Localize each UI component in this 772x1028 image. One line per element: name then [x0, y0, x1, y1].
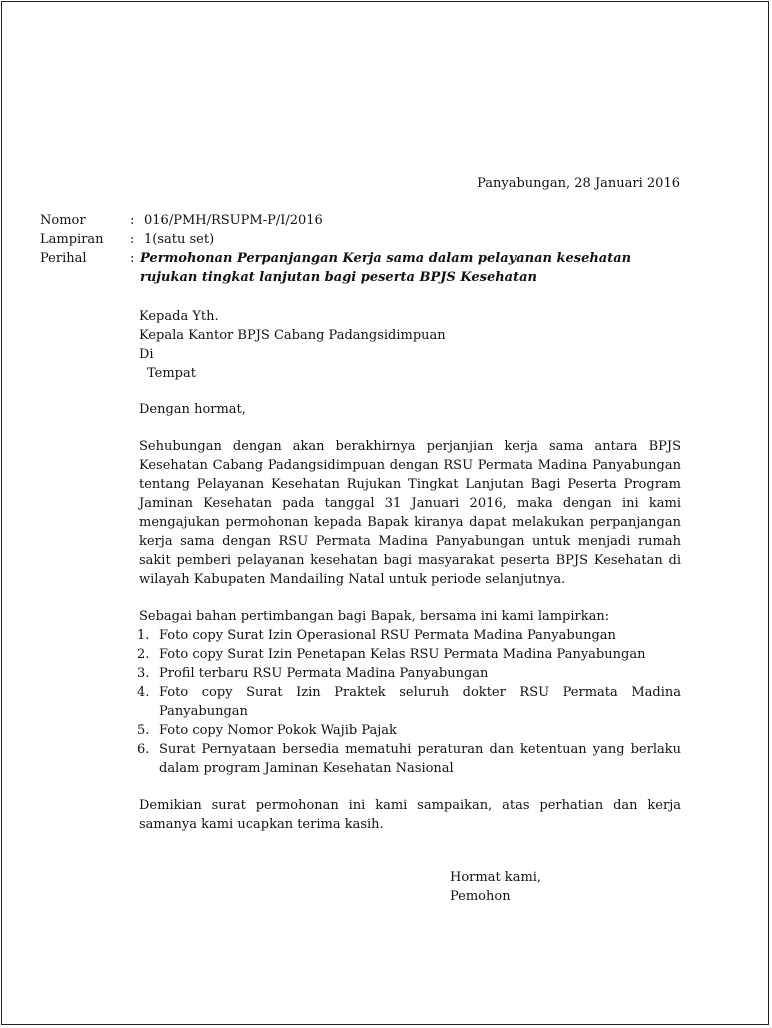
- list-item-number: 5.: [137, 723, 150, 738]
- perihal-label: Perihal: [40, 251, 87, 266]
- recipient-line-2: Kepala Kantor BPJS Cabang Padangsidimpuan: [139, 328, 446, 343]
- list-item-number: 1.: [137, 628, 150, 643]
- place-date: Panyabungan, 28 Januari 2016: [477, 176, 680, 191]
- meta-nomor: [40, 211, 680, 230]
- nomor-value: 016/PMH/RSUPM-P/I/2016: [144, 213, 323, 228]
- perihal-line-1: Permohonan Perpanjangan Kerja sama dalam pelayanan kesehatan: [140, 251, 632, 266]
- signature-line-1: Hormat kami,: [450, 870, 542, 885]
- list-item-text: Foto copy Nomor Pokok Wajib Pajak: [159, 723, 397, 738]
- list-item-text: Foto copy Surat Izin Penetapan Kelas RSU Permata Madina Panyabungan: [159, 647, 646, 662]
- recipient-line-4: Tempat: [147, 366, 196, 381]
- list-item-text: Foto copy Surat Izin Praktek seluruh dokter RSU Permata Madina Panyabungan: [159, 685, 681, 719]
- letter-document: [2, 2, 770, 1026]
- list-item-number: 3.: [137, 666, 150, 681]
- meta-perihal: [40, 249, 680, 287]
- perihal-colon: :: [130, 251, 135, 266]
- attachments-intro: Sebagai bahan pertimbangan bagi Bapak, bersama ini kami lampirkan:: [139, 609, 610, 624]
- recipient-line-1: Kepada Yth.: [139, 309, 219, 324]
- meta-lampiran: [40, 230, 680, 249]
- recipient-line-3: Di: [139, 347, 154, 362]
- lampiran-label: Lampiran: [40, 232, 104, 247]
- perihal-line-2: rujukan tingkat lanjutan bagi peserta BPJS Kesehatan: [140, 270, 537, 285]
- lampiran-colon: :: [130, 232, 135, 247]
- list-item-text: Foto copy Surat Izin Operasional RSU Permata Madina Panyabungan: [159, 628, 616, 643]
- list-item-text: Surat Pernyataan bersedia mematuhi peraturan dan ketentuan yang berlaku dalam program Jaminan Kesehatan Nasional: [159, 742, 681, 776]
- letter-body: [139, 307, 681, 834]
- recipient-block: [139, 307, 681, 383]
- list-item: [137, 740, 681, 778]
- paragraph-1: Sehubungan dengan akan berakhirnya perjanjian kerja sama antara BPJS Kesehatan Cabang Padangsidimpuan dengan RSU Permata Madina Panyabungan tentang Pelayanan Kesehatan Rujukan Tingkat Lanjutan Bagi Peserta Program Jaminan Kesehatan pada tanggal 31 Januari 2016, maka dengan ini kami mengajukan permohonan kepada Bapak kiranya dapat melakukan perpanjangan kerja sama dengan RSU Permata Madina Panyabungan untuk menjadi rumah sakit pemberi pelayanan kesehatan bagi masyarakat peserta BPJS Kesehatan di wilayah Kabupaten Mandailing Natal untuk periode selanjutnya.: [139, 439, 681, 587]
- list-item: [137, 626, 681, 645]
- letter-meta: [40, 211, 680, 287]
- nomor-colon: :: [130, 213, 135, 228]
- list-item-text: Profil terbaru RSU Permata Madina Panyabungan: [159, 666, 489, 681]
- letter-page: [1, 1, 769, 1025]
- list-item-number: 4.: [137, 685, 150, 700]
- signature-line-2: Pemohon: [450, 889, 511, 904]
- lampiran-value: 1(satu set): [144, 232, 215, 247]
- list-item: [137, 721, 681, 740]
- nomor-label: Nomor: [40, 213, 86, 228]
- greeting: Dengan hormat,: [139, 402, 246, 417]
- list-item: [137, 664, 681, 683]
- list-item-number: 6.: [137, 742, 150, 757]
- list-item: [137, 645, 681, 664]
- attachments-list: [137, 626, 681, 778]
- closing-paragraph: Demikian surat permohonan ini kami sampaikan, atas perhatian dan kerja samanya kami ucapkan terima kasih.: [139, 798, 681, 832]
- perihal-value: [140, 249, 680, 287]
- signature-block: [450, 868, 541, 906]
- list-item-number: 2.: [137, 647, 150, 662]
- list-item: [137, 683, 681, 721]
